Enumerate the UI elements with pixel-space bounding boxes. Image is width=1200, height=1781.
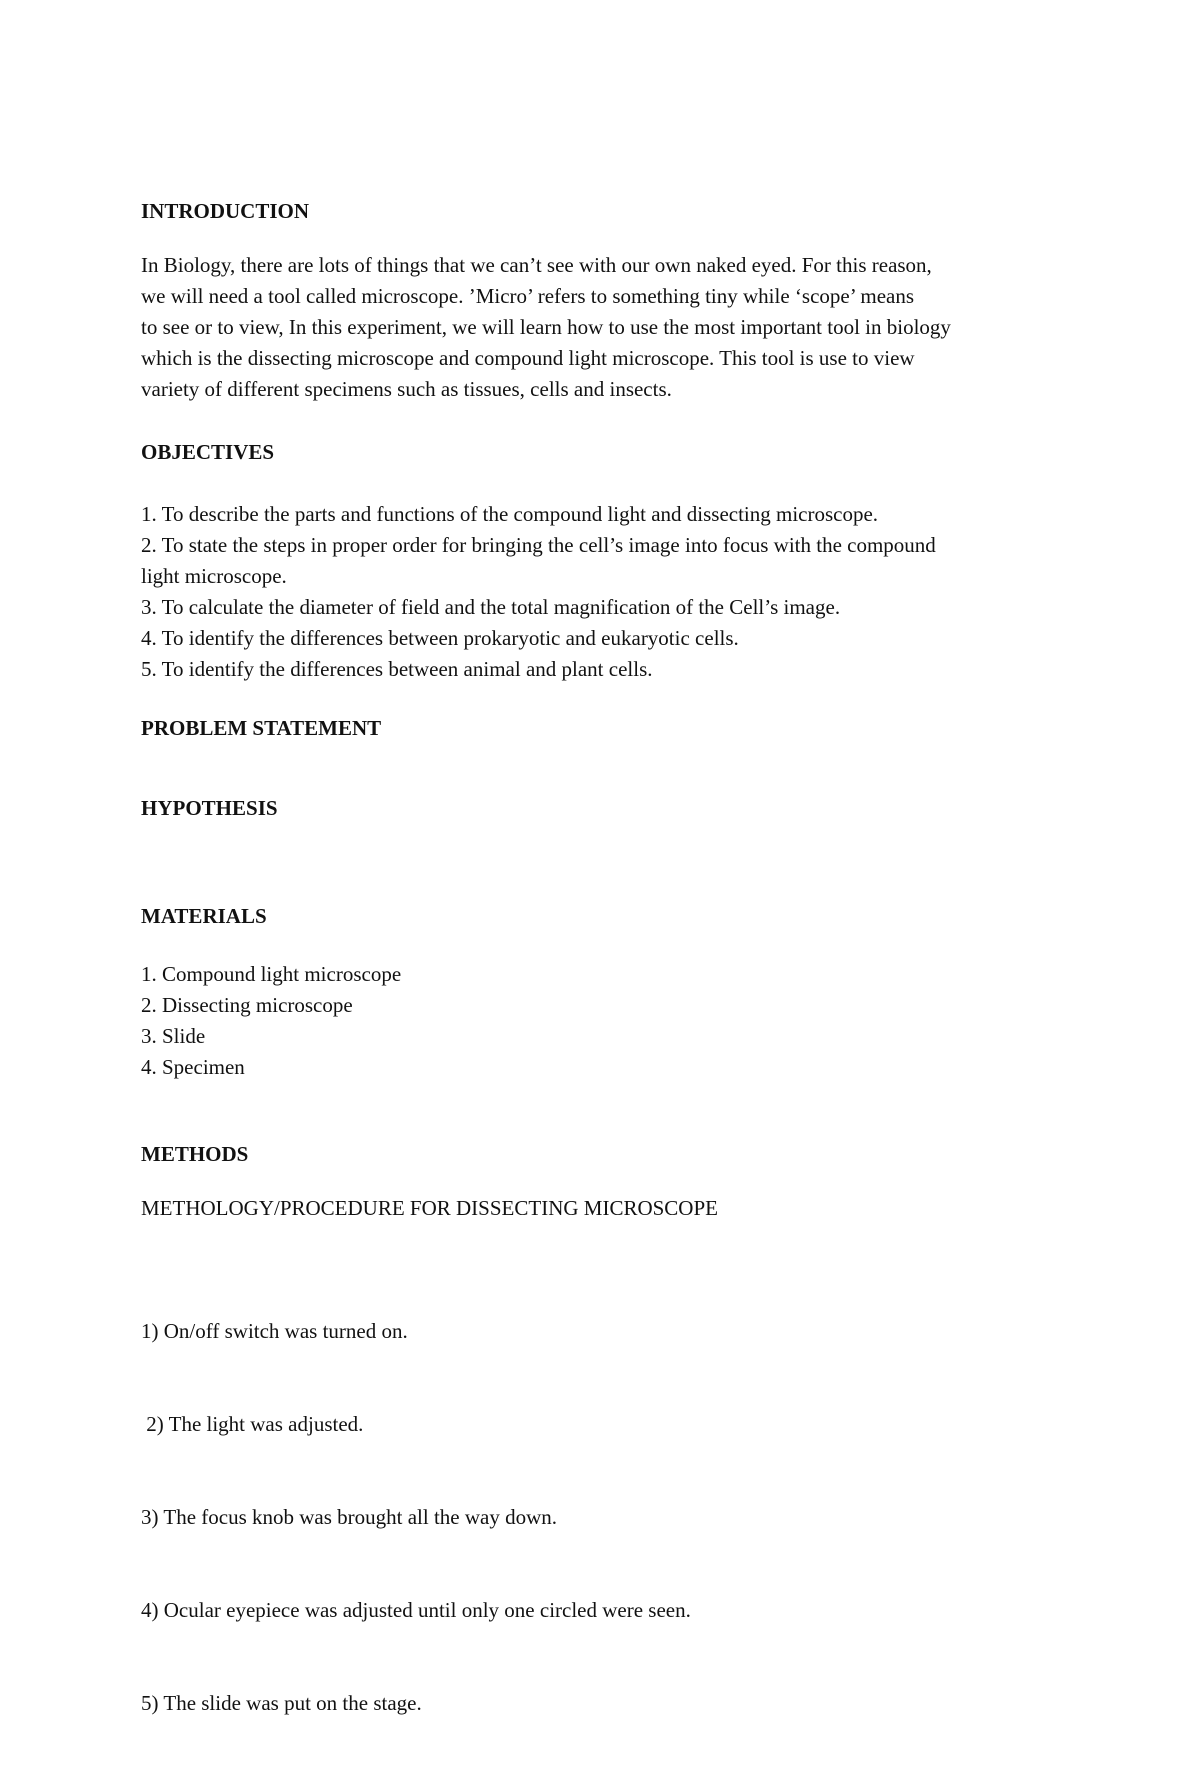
method-step: 5) The slide was put on the stage.: [141, 1691, 422, 1715]
material-item: 1. Compound light microscope: [141, 962, 402, 986]
objective-item: light microscope.: [141, 564, 287, 588]
introduction-paragraph: [141, 250, 1081, 405]
methods-subheading: METHOLOGY/PROCEDURE FOR DISSECTING MICROSCOPE: [141, 1196, 718, 1220]
introduction-line: In Biology, there are lots of things that we can’t see with our own naked eyed. For this reason,: [141, 253, 932, 277]
objective-item: 3. To calculate the diameter of field and the total magnification of the Cell’s image.: [141, 595, 841, 619]
introduction-line: variety of different specimens such as tissues, cells and insects.: [141, 377, 672, 401]
introduction-line: we will need a tool called microscope. ’Micro’ refers to something tiny while ‘scope’ means: [141, 284, 915, 308]
methods-heading: METHODS: [141, 1142, 249, 1166]
method-step: 1) On/off switch was turned on.: [141, 1319, 408, 1343]
material-item: 2. Dissecting microscope: [141, 993, 353, 1017]
introduction-line: to see or to view, In this experiment, we will learn how to use the most important tool in biology: [141, 315, 951, 339]
introduction-line: which is the dissecting microscope and compound light microscope. This tool is use to view: [141, 346, 915, 370]
materials-heading: MATERIALS: [141, 904, 267, 928]
material-item: 3. Slide: [141, 1024, 206, 1048]
objective-item: 2. To state the steps in proper order for bringing the cell’s image into focus with the compound: [141, 533, 936, 557]
objectives-list: [141, 499, 1081, 685]
objectives-heading: OBJECTIVES: [141, 440, 275, 464]
material-item: 4. Specimen: [141, 1055, 245, 1079]
objective-item: 4. To identify the differences between prokaryotic and eukaryotic cells.: [141, 626, 739, 650]
method-step: 3) The focus knob was brought all the way down.: [141, 1505, 558, 1529]
problem-statement-heading: PROBLEM STATEMENT: [141, 716, 382, 740]
introduction-heading: INTRODUCTION: [141, 199, 310, 223]
objective-item: 5. To identify the differences between animal and plant cells.: [141, 657, 653, 681]
method-step: 2) The light was adjusted.: [141, 1412, 364, 1436]
objective-item: 1. To describe the parts and functions of the compound light and dissecting microscope.: [141, 502, 879, 526]
hypothesis-heading: HYPOTHESIS: [141, 796, 278, 820]
method-step: 4) Ocular eyepiece was adjusted until only one circled were seen.: [141, 1598, 691, 1622]
materials-list: [141, 959, 1081, 1083]
methods-steps: [141, 1254, 1081, 1781]
